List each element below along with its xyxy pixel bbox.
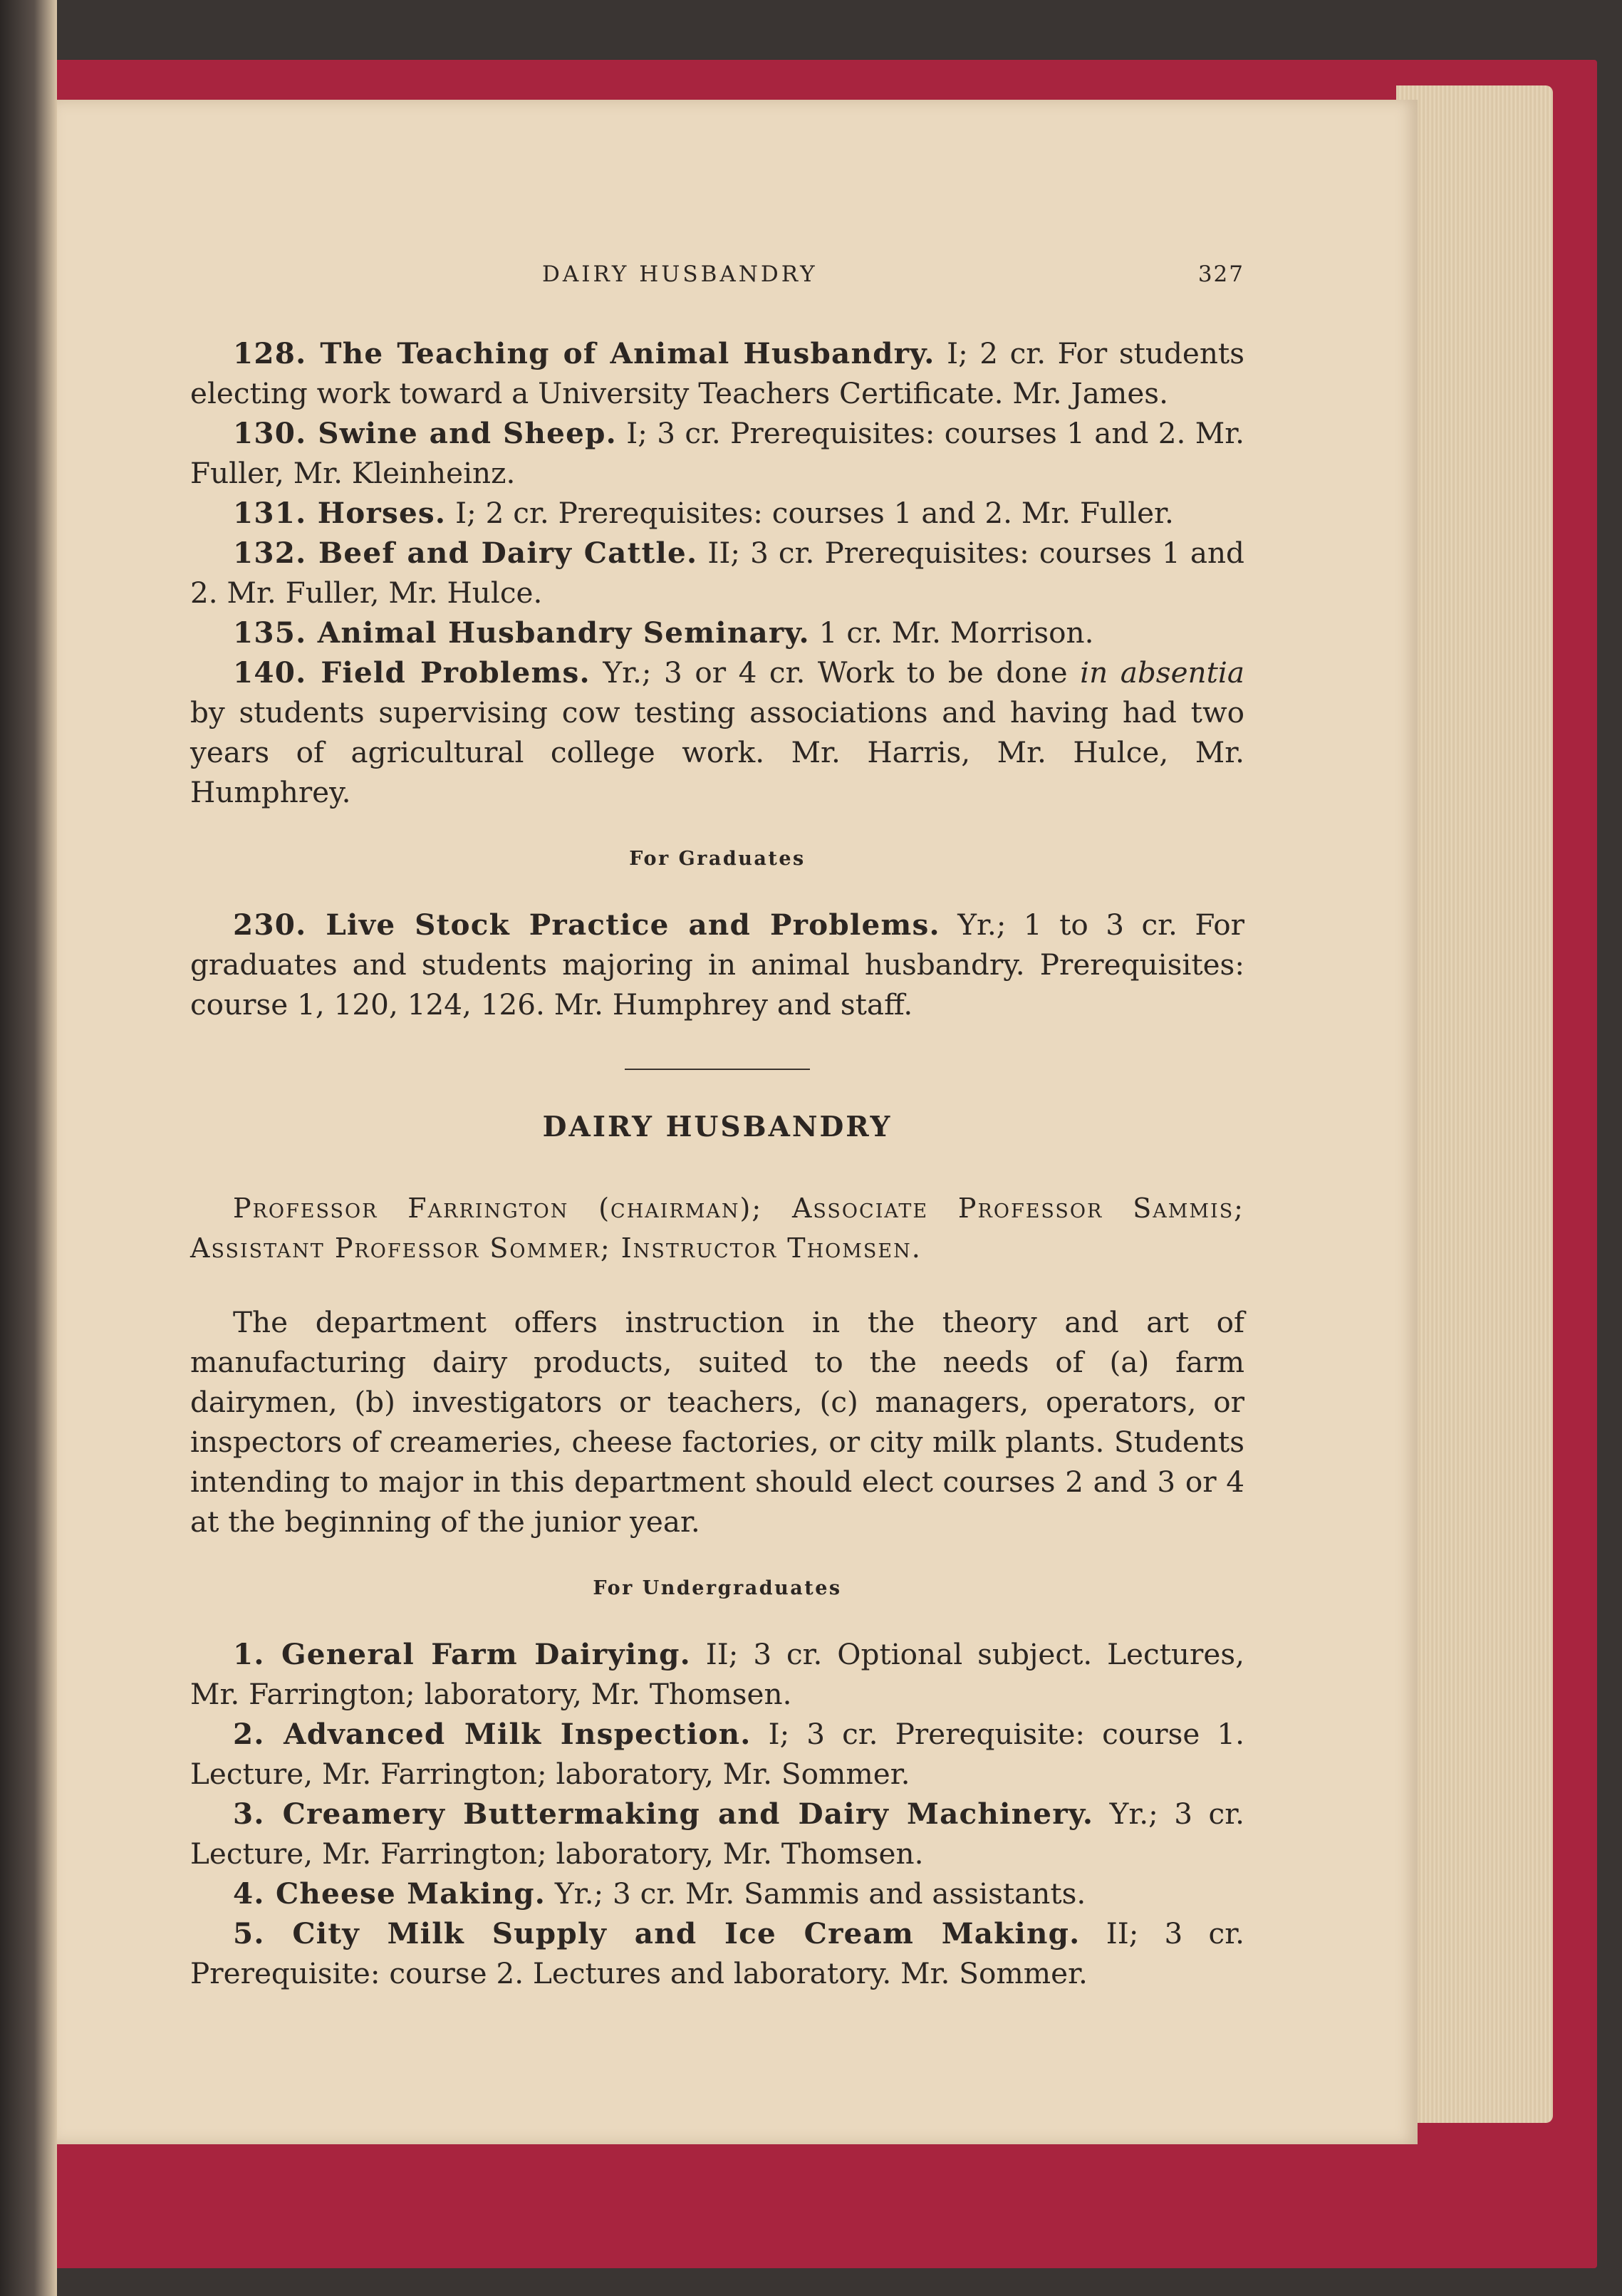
course-entry — [190, 613, 1244, 653]
course-title: 3. Creamery Buttermaking and Dairy Machinery. — [233, 1797, 1094, 1831]
course-title: 131. Horses. — [233, 496, 447, 530]
course-entry — [190, 533, 1244, 613]
department-description: The department offers instruction in the theory and art of manufacturing dairy products, suited to the needs of (a) farm dairymen, (b) investigators or teachers, (c) managers, operators, or inspectors of creameries, cheese factories, or city milk plants. Students intending to major in this department should elect courses 2 and 3 or 4 at the beginning of the junior year. — [190, 1305, 1244, 1539]
page-number: 327 — [1197, 261, 1244, 287]
course-details: I; 3 cr. Prerequisites: courses 1 and 2. Mr. Fuller, Mr. Kleinheinz. — [190, 416, 1244, 490]
course-details: I; 2 cr. For students electing work toward a University Teachers Certificate. Mr. James. — [190, 336, 1244, 410]
course-title: 230. Live Stock Practice and Problems. — [233, 908, 940, 942]
graduates-heading: For Graduates — [629, 848, 806, 870]
course-title: 4. Cheese Making. — [233, 1876, 546, 1911]
running-head-title: DAIRY HUSBANDRY — [542, 261, 818, 287]
running-head — [190, 256, 1244, 299]
course-details: by students supervising cow testing associations and having had two years of agricultural college work. Mr. Harris, Mr. Hulce, Mr. Humphrey. — [190, 695, 1244, 809]
section-title: DAIRY HUSBANDRY — [542, 1111, 893, 1143]
course-details: Yr.; 3 cr. Mr. Sammis and assistants. — [546, 1876, 1086, 1911]
course-entry — [190, 1913, 1244, 1993]
section-divider — [625, 1069, 810, 1070]
faculty-list: Professor Farrington (chairman); Associate Professor Sammis; Assistant Professor Sommer; Instructor Thomsen. — [190, 1193, 1244, 1264]
course-entry — [190, 1874, 1244, 1913]
course-title: 130. Swine and Sheep. — [233, 416, 617, 450]
course-entry — [190, 1634, 1244, 1714]
course-title: 2. Advanced Milk Inspection. — [233, 1717, 752, 1751]
page-text — [190, 256, 1244, 1993]
course-details: Yr.; 3 cr. Lecture, Mr. Farrington; laboratory, Mr. Thomsen. — [190, 1797, 1244, 1871]
course-entry — [190, 1714, 1244, 1794]
course-details: II; 3 cr. Prerequisites: courses 1 and 2. Mr. Fuller, Mr. Hulce. — [190, 536, 1244, 610]
undergraduates-heading: For Undergraduates — [593, 1577, 842, 1599]
course-details: I; 3 cr. Prerequisite: course 1. Lecture, Mr. Farrington; laboratory, Mr. Sommer. — [190, 1717, 1245, 1791]
page-edges — [1396, 85, 1553, 2123]
course-entry — [190, 493, 1244, 533]
course-title: 140. Field Problems. — [233, 655, 591, 690]
course-entry — [190, 653, 1244, 812]
course-entry — [190, 333, 1244, 413]
course-details: Yr.; 1 to 3 cr. For graduates and students majoring in animal husbandry. Prerequisites: course 1, 120, 124, 126. Mr. Humphrey and staff. — [190, 908, 1244, 1022]
course-details: I; 2 cr. Prerequisites: courses 1 and 2. Mr. Fuller. — [446, 496, 1174, 530]
course-entry — [190, 1794, 1244, 1874]
course-entry — [190, 413, 1244, 493]
course-details: II; 3 cr. Optional subject. Lectures, Mr. Farrington; laboratory, Mr. Thomsen. — [190, 1637, 1244, 1711]
course-details: 1 cr. Mr. Morrison. — [809, 615, 1094, 650]
course-title: 1. General Farm Dairying. — [233, 1637, 691, 1671]
course-details: II; 3 cr. Prerequisite: course 2. Lectures and laboratory. Mr. Sommer. — [190, 1916, 1244, 1990]
course-entry — [190, 905, 1244, 1024]
latin-phrase: in absentia — [1080, 655, 1244, 690]
course-title: 135. Animal Husbandry Seminary. — [233, 615, 810, 650]
course-title: 132. Beef and Dairy Cattle. — [233, 536, 698, 570]
course-title: 128. The Teaching of Animal Husbandry. — [233, 336, 935, 370]
facing-page-edge — [0, 0, 57, 2296]
course-details: Yr.; 3 or 4 cr. Work to be done — [590, 655, 1081, 690]
course-title: 5. City Milk Supply and Ice Cream Making. — [233, 1916, 1081, 1950]
